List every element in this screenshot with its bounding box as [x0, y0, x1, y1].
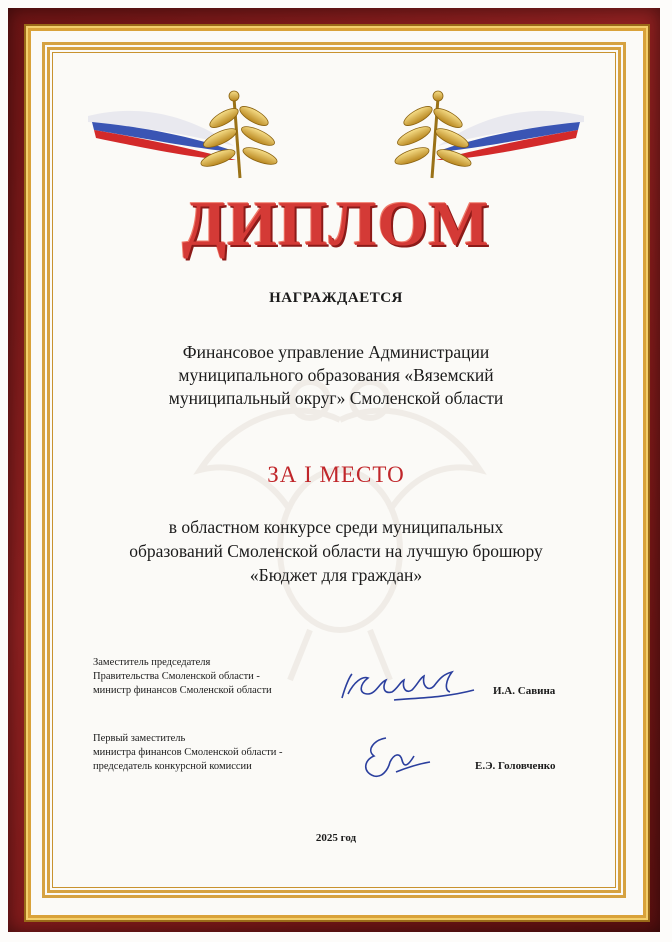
position-line: Первый заместитель [93, 733, 186, 744]
diploma-year: 2025 год [315, 832, 357, 844]
recipient-line: муниципального образования «Вяземский [178, 365, 494, 385]
award-place: ЗА I МЕСТО [267, 462, 405, 487]
signatory-2-name: Е.Э. Головченко [475, 760, 556, 772]
laurel-ribbon-emblem-icon [84, 88, 588, 198]
awarded-label: НАГРАЖДАЕТСЯ [269, 290, 403, 306]
diploma-title: ДИПЛОМ [182, 188, 490, 259]
position-line: министра финансов Смоленской области - [93, 747, 283, 758]
signatory-1-name: И.А. Савина [493, 685, 556, 697]
recipient-name [110, 341, 562, 410]
position-line: министр финансов Смоленской области [93, 685, 272, 696]
signatory-2-position [93, 732, 282, 774]
signatory-1-position [93, 656, 272, 698]
reason-line: «Бюджет для граждан» [249, 565, 423, 585]
reason-line: в областном конкурсе среди муниципальных [168, 517, 504, 537]
position-line: Правительства Смоленской области - [93, 671, 260, 682]
reason-line: образований Смоленской области на лучшую брошюру [129, 541, 543, 561]
award-reason [90, 515, 582, 587]
position-line: председатель конкурсной комиссии [93, 761, 252, 772]
recipient-line: Финансовое управление Администрации [182, 342, 490, 362]
signature-1-icon [334, 664, 484, 708]
recipient-line: муниципальный округ» Смоленской области [168, 388, 504, 408]
position-line: Заместитель председателя [93, 657, 211, 668]
signature-2-icon [356, 732, 436, 784]
